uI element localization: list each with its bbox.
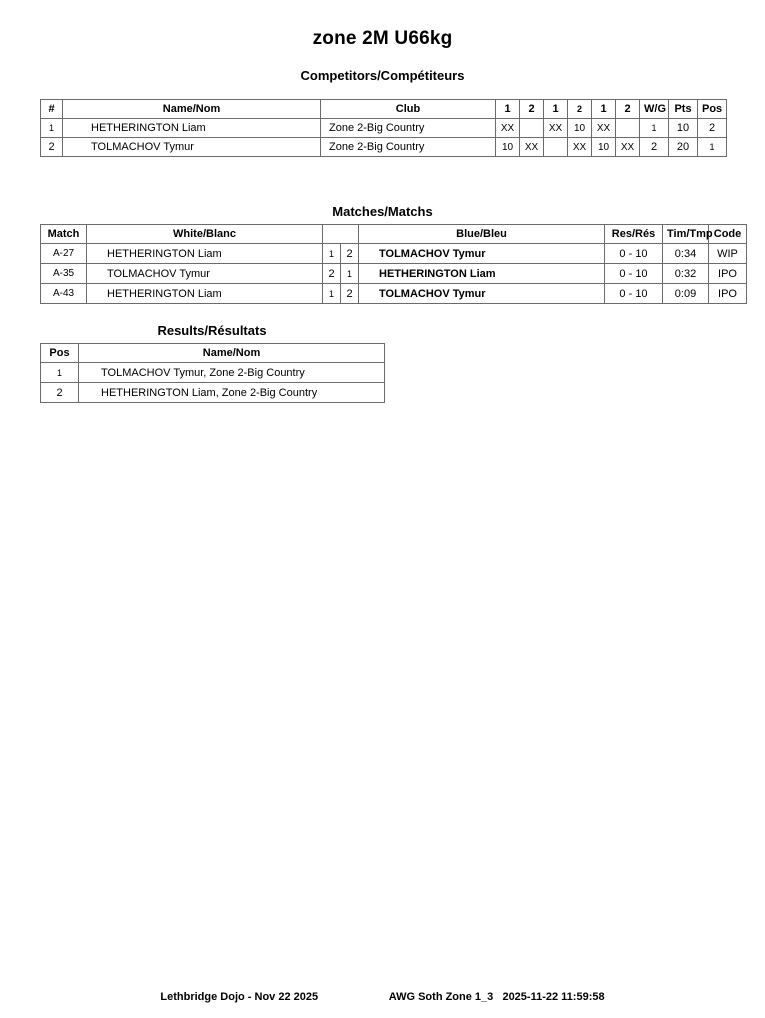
competitor-cell-5: 10 xyxy=(592,138,616,157)
competitor-cell-2: XX xyxy=(520,138,544,157)
page-title: zone 2M U66kg xyxy=(312,28,453,49)
competitors-header-name: Name/Nom xyxy=(63,100,321,119)
competitors-header-wg: W/G xyxy=(640,100,669,119)
table-row xyxy=(41,383,385,403)
match-white-score: 1 xyxy=(323,244,341,264)
results-header-name: Name/Nom xyxy=(79,344,385,363)
matches-section xyxy=(40,224,742,304)
competitors-header-pos: Pos xyxy=(698,100,727,119)
competitor-cell-3 xyxy=(544,138,568,157)
competitors-header-num: # xyxy=(41,100,63,119)
matches-header-match: Match xyxy=(41,225,87,244)
competitor-num: 2 xyxy=(41,138,63,157)
competitors-header-cell-3: 1 xyxy=(544,100,568,119)
competitors-section-title: Competitors/Compétiteurs xyxy=(300,68,465,83)
match-code: WIP xyxy=(709,244,747,264)
table-row xyxy=(41,284,747,304)
footer xyxy=(0,991,765,1003)
table-header-row xyxy=(41,100,727,119)
match-white-score: 2 xyxy=(323,264,341,284)
match-id: A-35 xyxy=(41,264,87,284)
competitor-cell-6 xyxy=(616,119,640,138)
table-row xyxy=(41,264,747,284)
competitors-section xyxy=(40,99,723,157)
matches-table xyxy=(40,224,747,304)
results-table xyxy=(40,343,385,403)
footer-venue: Lethbridge Dojo - Nov 22 2025 xyxy=(160,991,319,1003)
matches-section-title: Matches/Matchs xyxy=(332,204,433,219)
competitor-cell-3: XX xyxy=(544,119,568,138)
match-blue-score: 2 xyxy=(341,244,359,264)
match-code: IPO xyxy=(709,264,747,284)
matches-header-tim: Tim/Tmp xyxy=(663,225,709,244)
competitors-header-cell-6: 2 xyxy=(616,100,640,119)
competitors-header-pts: Pts xyxy=(669,100,698,119)
match-white-name: HETHERINGTON Liam xyxy=(87,284,323,304)
matches-header-code: Code xyxy=(709,225,747,244)
match-blue-name: HETHERINGTON Liam xyxy=(359,264,605,284)
competitors-header-cell-5: 1 xyxy=(592,100,616,119)
match-result: 0 - 10 xyxy=(605,244,663,264)
competitor-pts: 20 xyxy=(669,138,698,157)
matches-header-blue-score xyxy=(341,225,359,244)
table-row xyxy=(41,363,385,383)
match-time: 0:32 xyxy=(663,264,709,284)
matches-header-blue: Blue/Bleu xyxy=(359,225,605,244)
competitors-header-cell-1: 1 xyxy=(496,100,520,119)
match-id: A-27 xyxy=(41,244,87,264)
competitor-num: 1 xyxy=(41,119,63,138)
competitors-header-club: Club xyxy=(321,100,496,119)
match-time: 0:34 xyxy=(663,244,709,264)
results-section-title: Results/Résultats xyxy=(157,323,267,338)
result-pos: 1 xyxy=(41,363,79,383)
result-name: TOLMACHOV Tymur, Zone 2-Big Country xyxy=(79,363,385,383)
matches-header-white-score xyxy=(323,225,341,244)
table-row xyxy=(41,138,727,157)
competitor-wg: 2 xyxy=(640,138,669,157)
match-result: 0 - 10 xyxy=(605,284,663,304)
competitor-wg: 1 xyxy=(640,119,669,138)
competitor-pos: 2 xyxy=(698,119,727,138)
competitor-pts: 10 xyxy=(669,119,698,138)
competitor-cell-1: XX xyxy=(496,119,520,138)
match-white-name: HETHERINGTON Liam xyxy=(87,244,323,264)
table-row xyxy=(41,119,727,138)
result-pos: 2 xyxy=(41,383,79,403)
table-header-row xyxy=(41,344,385,363)
match-blue-name: TOLMACHOV Tymur xyxy=(359,284,605,304)
match-blue-score: 2 xyxy=(341,284,359,304)
match-result: 0 - 10 xyxy=(605,264,663,284)
competitor-cell-2 xyxy=(520,119,544,138)
competitor-club: Zone 2-Big Country xyxy=(321,138,496,157)
match-blue-name: TOLMACHOV Tymur xyxy=(359,244,605,264)
competitor-club: Zone 2-Big Country xyxy=(321,119,496,138)
competitors-header-cell-4: 2 xyxy=(568,100,592,119)
match-time: 0:09 xyxy=(663,284,709,304)
competitor-pos: 1 xyxy=(698,138,727,157)
competitor-name: TOLMACHOV Tymur xyxy=(63,138,321,157)
match-code: IPO xyxy=(709,284,747,304)
match-id: A-43 xyxy=(41,284,87,304)
competitor-name: HETHERINGTON Liam xyxy=(63,119,321,138)
competitor-cell-4: 10 xyxy=(568,119,592,138)
table-row xyxy=(41,244,747,264)
result-name: HETHERINGTON Liam, Zone 2-Big Country xyxy=(79,383,385,403)
matches-header-res: Res/Rés xyxy=(605,225,663,244)
results-section xyxy=(40,343,384,403)
match-white-name: TOLMACHOV Tymur xyxy=(87,264,323,284)
competitor-cell-4: XX xyxy=(568,138,592,157)
matches-header-white: White/Blanc xyxy=(87,225,323,244)
table-header-row xyxy=(41,225,747,244)
competitor-cell-5: XX xyxy=(592,119,616,138)
match-white-score: 1 xyxy=(323,284,341,304)
competitor-cell-1: 10 xyxy=(496,138,520,157)
match-blue-score: 1 xyxy=(341,264,359,284)
competitors-table xyxy=(40,99,727,157)
results-header-pos: Pos xyxy=(41,344,79,363)
competitors-header-cell-2: 2 xyxy=(520,100,544,119)
competitor-cell-6: XX xyxy=(616,138,640,157)
footer-event: AWG Soth Zone 1_3 2025-11-22 11:59:58 xyxy=(388,991,605,1003)
